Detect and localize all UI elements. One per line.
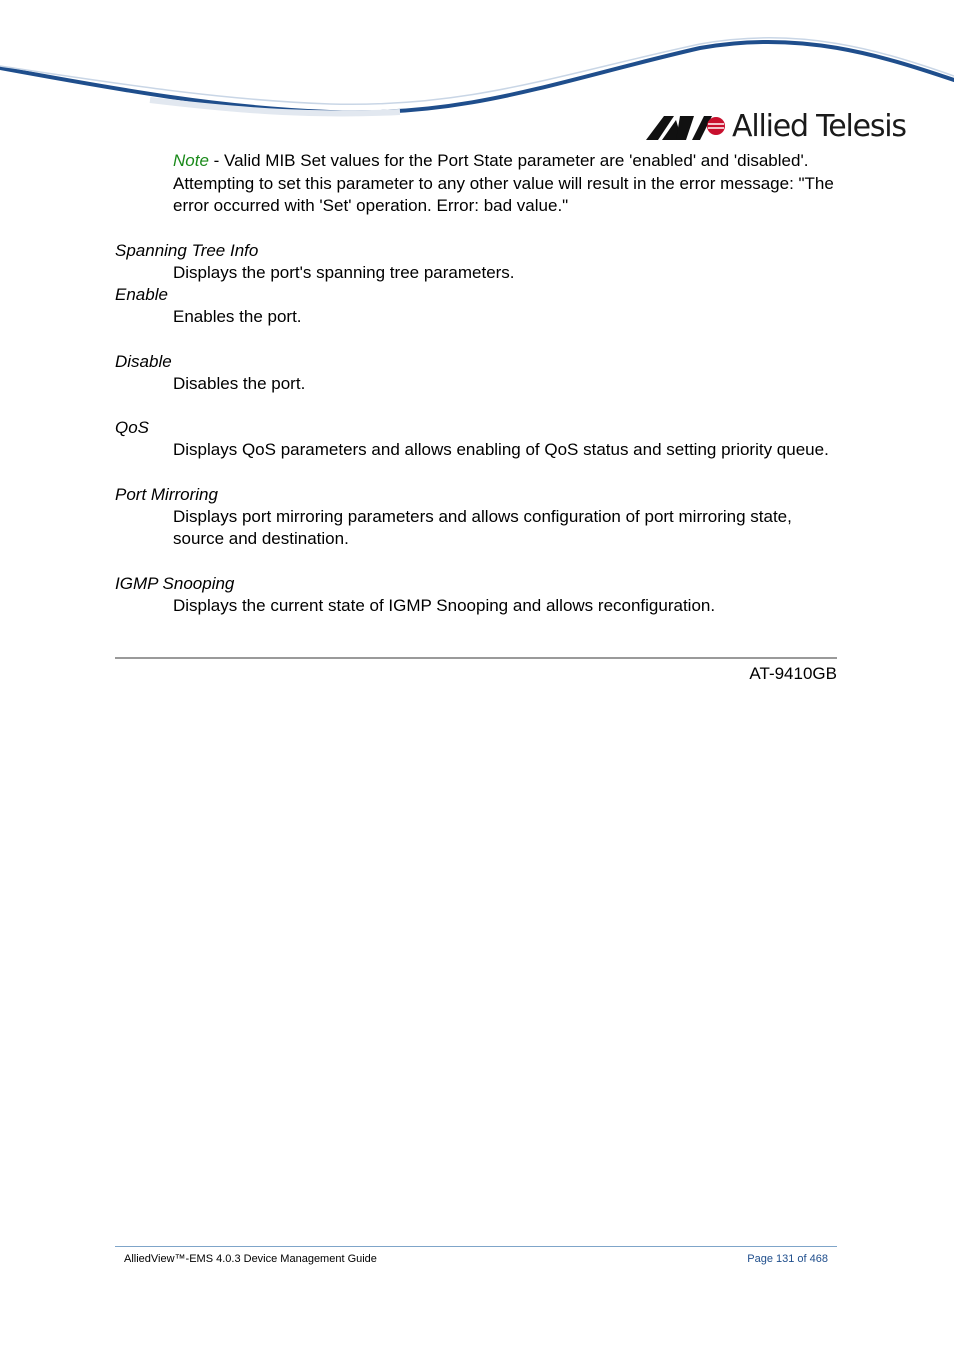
term-spanning-tree-info: Spanning Tree Info <box>115 240 259 260</box>
note-paragraph <box>173 150 837 218</box>
footer-divider <box>115 1246 837 1247</box>
term-qos: QoS <box>115 418 150 437</box>
term-enable: Enable <box>115 285 168 304</box>
term-igmp-snooping: IGMP Snooping <box>115 573 235 593</box>
note-label: Note <box>173 151 209 170</box>
section-divider <box>115 657 837 659</box>
desc-port-mirroring: Displays port mirroring parameters and allows configuration of port mirroring state, source and destination. <box>173 506 792 548</box>
footer-guide-title: AlliedView™-EMS 4.0.3 Device Management Guide <box>124 1253 377 1265</box>
allied-telesis-mark-icon <box>646 114 726 140</box>
desc-igmp-snooping: Displays the current state of IGMP Snooping and allows reconfiguration. <box>173 595 716 615</box>
desc-disable: Disables the port. <box>173 373 306 393</box>
desc-qos: Displays QoS parameters and allows enabling of QoS status and setting priority queue. <box>173 440 829 459</box>
footer-page-number: Page 131 of 468 <box>747 1253 828 1265</box>
allied-telesis-logo <box>646 108 906 146</box>
logo-wordmark: Allied Telesis <box>732 109 906 144</box>
term-port-mirroring: Port Mirroring <box>115 484 218 504</box>
page-content <box>115 150 837 617</box>
model-name: AT-9410GB <box>749 664 837 683</box>
desc-spanning-tree-info: Displays the port's spanning tree parameters. <box>173 262 515 282</box>
term-disable: Disable <box>115 351 172 371</box>
desc-enable: Enables the port. <box>173 307 302 326</box>
note-text: - Valid MIB Set values for the Port State parameter are 'enabled' and 'disabled'. Attempting to set this parameter to any other value will result in the error message: "The error occurred with 'Set' operation. Error: bad value." <box>173 151 834 215</box>
